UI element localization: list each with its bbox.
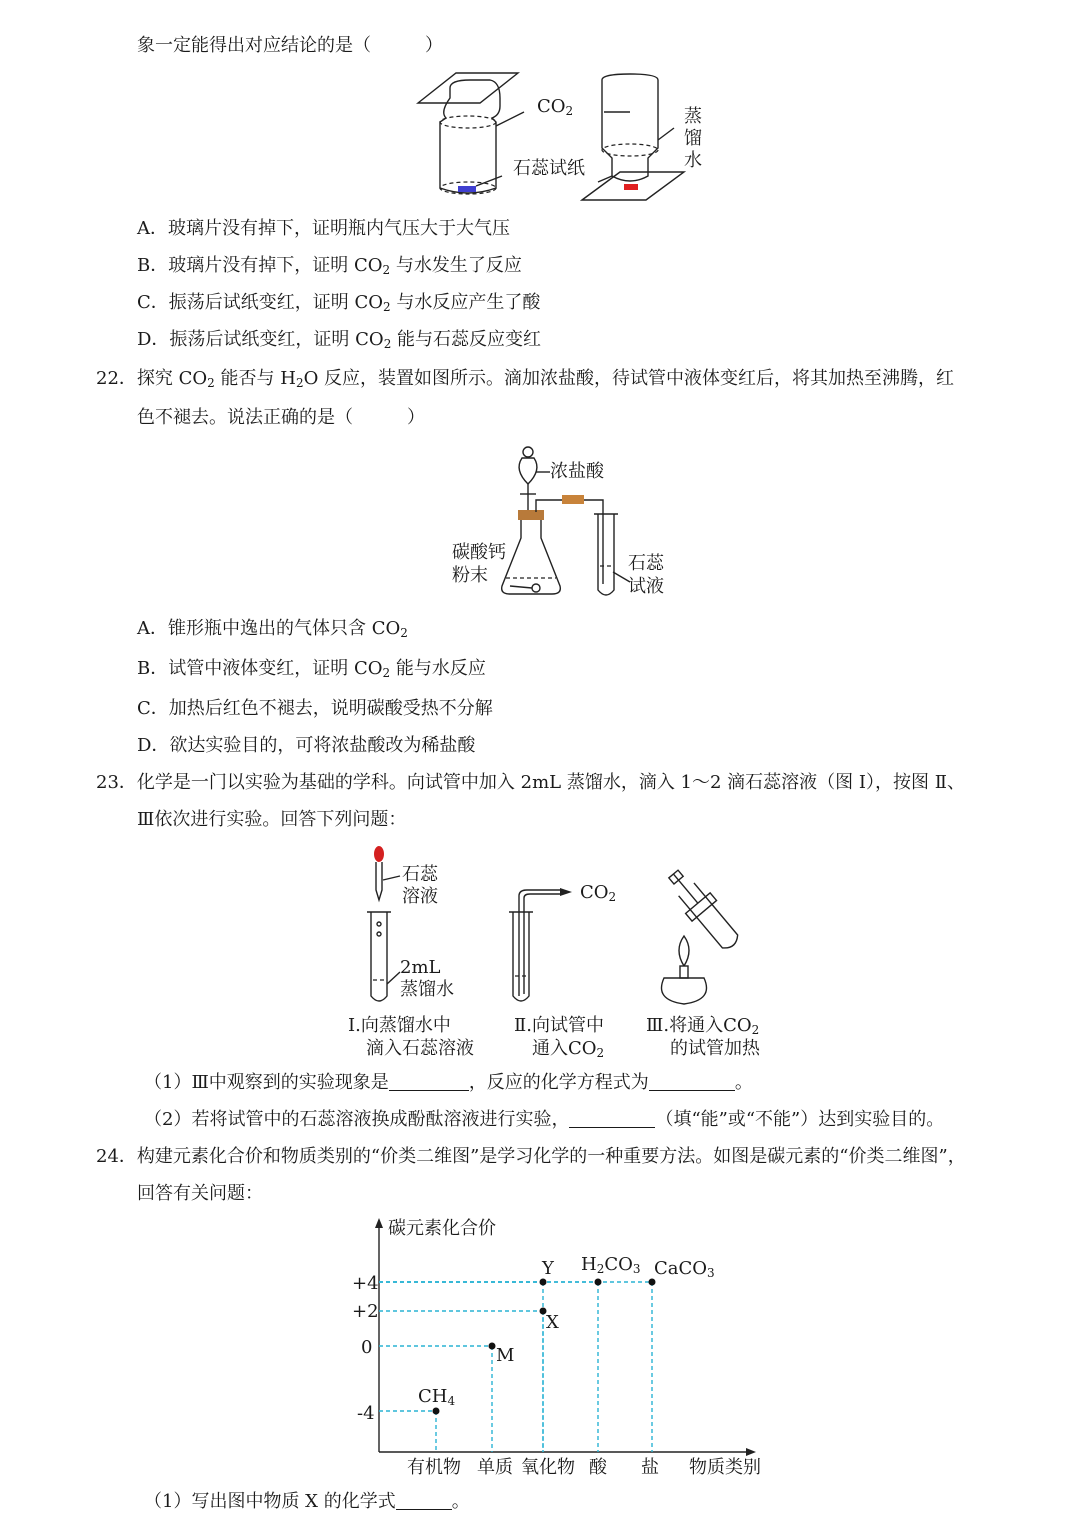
caption-3a: Ⅲ.将通入$CO_2$ <box>646 1015 760 1037</box>
litmus-paper-label: 石蕊试纸 <box>513 158 585 179</box>
q24-stem-line2: 回答有关问题： <box>137 1183 263 1204</box>
q22-option-c[interactable]: C．加热后红色不褪去，说明碳酸受热不分解 <box>137 698 493 719</box>
caco3-label-2: 粉末 <box>452 565 488 586</box>
litmus-solution-label-1: 石蕊 <box>628 553 664 574</box>
option-c[interactable]: C．振荡后试纸变红，证明 $CO_2$ 与水反应产生了酸 <box>137 292 541 314</box>
y-tick-label: 0 <box>361 1337 373 1358</box>
question-intro-line: 象一定能得出对应结论的是（ ） <box>137 35 443 56</box>
litmus-solution-label-1b: 石蕊 <box>402 864 438 885</box>
distilled-water-label: 蒸 馏 水 <box>684 106 702 171</box>
q23-stem-line1: 23．化学是一门以实验为基础的学科。向试管中加入 2mL 蒸馏水，滴入 1～2 滴石蕊溶液（图 Ⅰ），按图 Ⅱ、 <box>96 772 965 793</box>
q24-stem-line1: 24．构建元素化合价和物质类别的“价类二维图”是学习化学的一种重要方法。如图是碳元素的“价类二维图”， <box>96 1146 966 1167</box>
litmus-solution-label-2: 试液 <box>628 576 664 597</box>
conc-hcl-label: 浓盐酸 <box>550 461 604 482</box>
point-label-x: X <box>546 1312 559 1333</box>
volume-label: 2mL <box>400 957 441 978</box>
caption-1a: Ⅰ.向蒸馏水中 <box>348 1015 451 1036</box>
co2-label: $CO_2$ <box>537 96 574 118</box>
caption-2b: 通入$CO_2$ <box>532 1038 605 1060</box>
x-tick-label: 单质 <box>477 1457 513 1478</box>
option-d[interactable]: D．振荡后试纸变红，证明 $CO_2$ 能与石蕊反应变红 <box>137 329 542 351</box>
q23-stem-line2: Ⅲ依次进行实验。回答下列问题： <box>137 809 407 830</box>
q24-sub1: （1）写出图中物质 X 的化学式 。 <box>144 1491 470 1512</box>
q22-option-a[interactable]: A．锥形瓶中逸出的气体只含 $CO_2$ <box>137 618 408 640</box>
x-axis-title: 物质类别 <box>689 1457 761 1478</box>
point-label-h2co3: $H_2CO_3$ <box>581 1254 641 1276</box>
x-axis-arrow <box>746 1448 756 1456</box>
y-tick-label: -4 <box>357 1403 375 1424</box>
x-tick-label: 酸 <box>589 1457 607 1478</box>
option-b[interactable]: B．玻璃片没有掉下，证明 $CO_2$ 与水发生了反应 <box>137 255 522 277</box>
q23-sub1: （1）Ⅲ中观察到的实验现象是 ，反应的化学方程式为 。 <box>144 1072 753 1093</box>
data-point <box>489 1343 496 1350</box>
litmus-solution-label-2b: 溶液 <box>402 886 438 907</box>
point-label-m: M <box>496 1345 515 1366</box>
option-a[interactable]: A．玻璃片没有掉下，证明瓶内气压大于大气压 <box>137 218 510 239</box>
x-tick-label: 盐 <box>641 1457 659 1478</box>
q22-option-d[interactable]: D．欲达实验目的，可将浓盐酸改为稀盐酸 <box>137 735 476 756</box>
point-label-y: Y <box>542 1258 554 1279</box>
q22-stem-line2: 色不褪去。说法正确的是（ ） <box>137 407 425 428</box>
q22-stem-line1: 22．探究 $CO_2$ 能否与 $H_2O$ 反应，装置如图所示。滴加浓盐酸，待试管中液体变红后，将其加热至沸腾，红 <box>96 368 955 390</box>
caption-1b: 滴入石蕊溶液 <box>366 1038 474 1059</box>
y-tick-label: +4 <box>352 1273 379 1294</box>
caption-2a: Ⅱ.向试管中 <box>514 1015 604 1036</box>
x-tick-label: 氧化物 <box>521 1457 575 1478</box>
distilled-water-label-2: 蒸馏水 <box>400 979 454 1000</box>
x-tick-label: 有机物 <box>407 1457 461 1478</box>
point-label-caco3: CaCO$_3$ <box>654 1258 715 1280</box>
co2-inlet-label: $CO_2$ <box>580 882 617 904</box>
point-label-ch4: $CH_4$ <box>418 1386 456 1408</box>
caption-3b: 的试管加热 <box>670 1038 760 1059</box>
data-point <box>433 1408 440 1415</box>
q22-option-b[interactable]: B．试管中液体变红，证明 $CO_2$ 能与水反应 <box>137 658 486 680</box>
data-point <box>595 1279 602 1286</box>
y-axis-arrow <box>375 1218 383 1228</box>
caco3-label-1: 碳酸钙 <box>452 542 506 563</box>
answer-blank-4[interactable] <box>396 1491 452 1510</box>
q23-sub2: （2）若将试管中的石蕊溶液换成酚酞溶液进行实验， （填“能”或“不能”）达到实验目的。 <box>144 1109 945 1130</box>
y-tick-label: +2 <box>352 1301 379 1322</box>
y-axis-title: 碳元素化合价 <box>388 1218 496 1239</box>
